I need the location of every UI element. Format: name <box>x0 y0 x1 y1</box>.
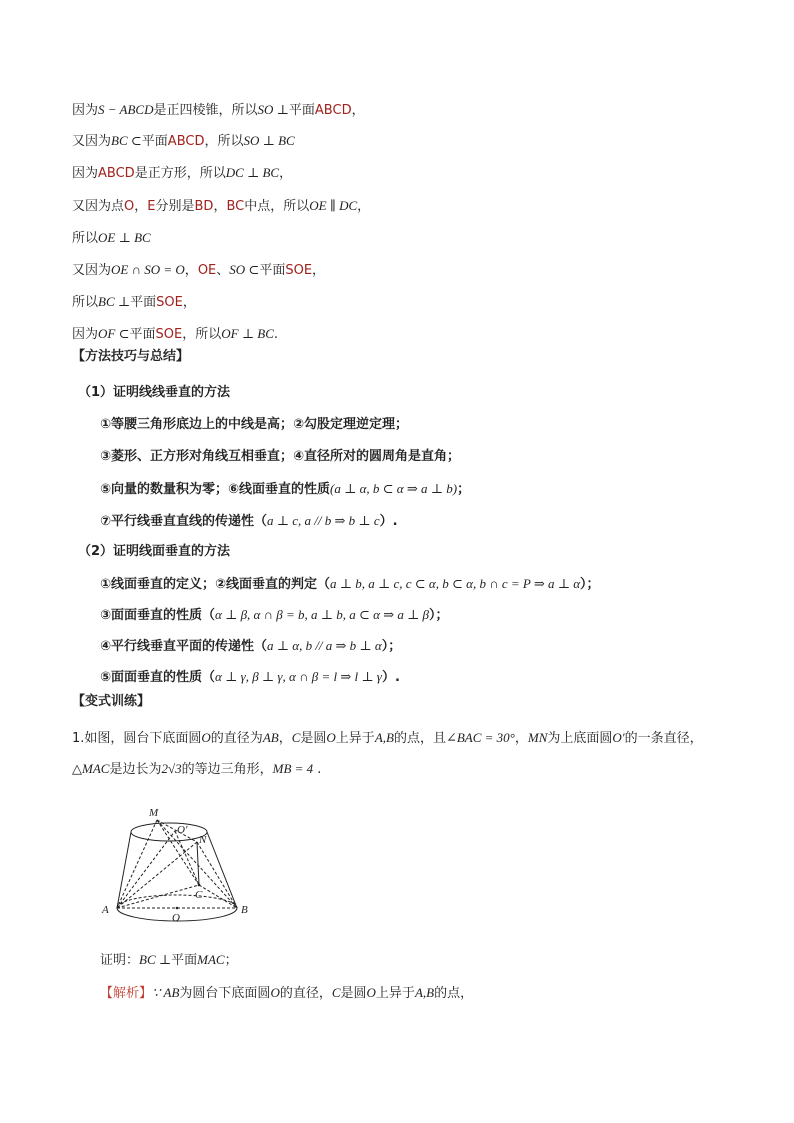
label-c: C <box>195 889 203 901</box>
math: OE ⊥ BC <box>98 230 151 245</box>
text: 平面 <box>130 295 157 310</box>
math: BC ⊥ <box>139 952 172 967</box>
label-o: O <box>172 912 180 924</box>
seg-nb <box>197 842 237 908</box>
sec2-item-1 <box>100 575 600 594</box>
text: ， <box>182 295 196 310</box>
text: ； <box>224 953 238 968</box>
problem-text <box>72 723 722 785</box>
label-n: N <box>199 834 207 846</box>
text: 因为 <box>72 103 99 118</box>
proof-line-1 <box>72 101 365 120</box>
highlight: SOE <box>155 327 183 342</box>
text: 又因为 <box>72 134 112 149</box>
text: 因为 <box>72 327 99 342</box>
text: ， <box>357 199 371 214</box>
solution-label: 【解析】 <box>100 986 153 1001</box>
text: ③菱形、正方形对角线互相垂直；④直径所对的圆周角是直角； <box>100 449 461 464</box>
text: ， <box>184 263 198 278</box>
text: . <box>273 327 279 342</box>
sec1-item-4 <box>100 512 398 531</box>
highlight: BC <box>226 199 245 214</box>
text: 证明： <box>100 953 140 968</box>
text: 平面 <box>171 953 198 968</box>
highlight: ABCD <box>98 166 135 181</box>
text: ， <box>213 199 227 214</box>
sec2-title: （2）证明线面垂直的方法 <box>78 544 231 559</box>
text: 是正方形，所以 <box>134 166 226 181</box>
math: MAC <box>197 952 225 967</box>
math: OE ∩ SO = O <box>111 262 185 277</box>
math: MB = 4 <box>272 761 314 776</box>
math: O′ <box>612 730 625 745</box>
proof-line-3 <box>72 164 292 183</box>
math: C <box>331 985 341 1000</box>
text: 平面 <box>129 327 156 342</box>
math: BC ⊥ <box>98 294 131 309</box>
math: α ⊥ γ, β ⊥ γ, α ∩ β = l ⇒ l ⊥ γ <box>215 669 382 684</box>
seg-ac <box>117 885 199 908</box>
math: ∠BAC = 30° <box>445 730 515 745</box>
math: a ⊥ α, b // a ⇒ b ⊥ α <box>267 638 382 653</box>
text: 分别是 <box>155 199 195 214</box>
text: ⑦平行线垂直直线的传递性（ <box>100 514 268 529</box>
bottom-ellipse-back <box>117 895 237 908</box>
math: O <box>366 985 376 1000</box>
math: 2√3 <box>161 761 182 776</box>
text: ，所以 <box>204 134 244 149</box>
text: 的等边三角形， <box>181 762 273 777</box>
math: SO ⊥ <box>257 102 289 117</box>
text: 为上底面圆 <box>547 731 613 746</box>
slant-left <box>117 832 131 908</box>
text: ， <box>514 731 528 746</box>
proof-line-8 <box>72 325 278 344</box>
proof-line-5 <box>72 229 151 248</box>
highlight: BD <box>194 199 214 214</box>
text: ； <box>457 482 471 497</box>
point-o <box>176 907 179 910</box>
seg-ma <box>117 820 157 908</box>
proof-line-2 <box>72 132 295 151</box>
text: 为圆台下底面圆 <box>179 986 271 1001</box>
seg-na <box>117 842 197 908</box>
text: 是正四棱锥，所以 <box>153 103 258 118</box>
math: a ⊥ c, a // b ⇒ b ⊥ c <box>267 513 380 528</box>
math: AB <box>262 730 279 745</box>
proof-line-7 <box>72 293 196 312</box>
text: 的直径， <box>279 986 332 1001</box>
highlight: SOE <box>285 263 313 278</box>
math: A,B <box>374 730 394 745</box>
label-m: M <box>149 807 159 819</box>
math: △MAC <box>72 761 110 776</box>
text: 的点， <box>434 986 474 1001</box>
seg-o1c <box>175 831 199 885</box>
math: BC ⊂ <box>111 133 142 148</box>
text: 因为 <box>72 166 99 181</box>
text: ）； <box>580 577 600 592</box>
frustum-figure <box>95 805 265 925</box>
text: 平面 <box>259 263 286 278</box>
text: 上异于 <box>375 986 415 1001</box>
text: 所以 <box>72 295 99 310</box>
text: 的点，且 <box>393 731 446 746</box>
sec1-item-3 <box>100 480 470 499</box>
text: ③面面垂直的性质（ <box>100 608 216 623</box>
text: ， <box>312 263 326 278</box>
math: O <box>201 730 211 745</box>
text: ）. <box>379 514 398 529</box>
label-b: B <box>241 904 248 916</box>
sec2-item-4 <box>100 668 400 687</box>
proof-line-4 <box>72 197 370 216</box>
text: ⑤向量的数量积为零；⑥线面垂直的性质 <box>100 482 331 497</box>
text: ①等腰三角形底边上的中线是高；②勾股定理逆定理； <box>100 417 409 432</box>
highlight: ABCD <box>167 134 205 149</box>
text: ， <box>278 731 292 746</box>
text: 所以 <box>72 231 99 246</box>
text: ④平行线垂直平面的传递性（ <box>100 639 268 654</box>
sec1-item-1 <box>100 416 408 434</box>
text: 、 <box>216 263 230 278</box>
math: C <box>291 730 301 745</box>
math: a ⊥ b, a ⊥ c, c ⊂ α, b ⊂ α, b ∩ c = P ⇒ a ⊥ α <box>330 576 581 591</box>
math: O <box>326 730 336 745</box>
text: 又因为 <box>72 263 112 278</box>
math: OE ∥ DC <box>309 198 358 213</box>
text: ， <box>351 103 365 118</box>
math: MN <box>527 730 548 745</box>
math: OF ⊥ BC <box>221 326 274 341</box>
text: ）； <box>429 608 449 623</box>
label-o1: O' <box>177 824 188 836</box>
text: 是边长为 <box>109 762 162 777</box>
text: 的直径为 <box>210 731 263 746</box>
text: ）； <box>381 639 402 654</box>
text: ①线面垂直的定义；②线面垂直的判定（ <box>100 577 331 592</box>
proof-line-6 <box>72 261 325 280</box>
sec2-item-2 <box>100 606 449 625</box>
slant-right <box>207 832 237 908</box>
math: A,B <box>414 985 435 1000</box>
text: ，所以 <box>182 327 222 342</box>
math: DC ⊥ BC <box>225 165 280 180</box>
math: SO ⊂ <box>229 262 260 277</box>
prove-line <box>100 951 238 970</box>
solution-line <box>100 984 473 1003</box>
text: 1.如图，圆台下底面圆 <box>72 731 202 746</box>
point-c <box>198 884 201 887</box>
math: OF ⊂ <box>98 326 130 341</box>
sec1-item-2 <box>100 448 460 466</box>
text: ， <box>279 166 293 181</box>
math: SO ⊥ BC <box>243 133 295 148</box>
text: 平面 <box>141 134 168 149</box>
text: 是圆 <box>340 986 367 1001</box>
text: 是圆 <box>300 731 327 746</box>
text: ）. <box>381 670 400 685</box>
highlight: E <box>147 199 156 214</box>
highlight: OE <box>197 263 217 278</box>
math: O <box>270 985 280 1000</box>
math: ∵ AB <box>152 985 180 1000</box>
exercise-heading: 【变式训练】 <box>72 694 151 709</box>
text: 中点，所以 <box>244 199 310 214</box>
math: (a ⊥ α, b ⊂ α ⇒ a ⊥ b) <box>330 481 458 496</box>
text: 平面 <box>288 103 315 118</box>
sec2-item-3 <box>100 637 401 656</box>
label-a: A <box>102 904 109 916</box>
text: ， <box>134 199 148 214</box>
text: ⑤面面垂直的性质（ <box>100 670 216 685</box>
sec1-title: （1）证明线线垂直的方法 <box>78 385 231 400</box>
text: . <box>313 762 322 777</box>
highlight: ABCD <box>314 103 352 118</box>
seg-nc <box>197 842 199 885</box>
highlight: O <box>124 199 135 214</box>
text: 上异于 <box>335 731 375 746</box>
text: 的一条直径， <box>624 731 703 746</box>
math: S − ABCD <box>98 102 154 117</box>
text: 又因为点 <box>72 199 125 214</box>
math: α ⊥ β, α ∩ β = b, a ⊥ b, a ⊂ α ⇒ a ⊥ β <box>215 607 430 622</box>
highlight: SOE <box>156 295 183 310</box>
method-heading: 【方法技巧与总结】 <box>72 349 190 364</box>
